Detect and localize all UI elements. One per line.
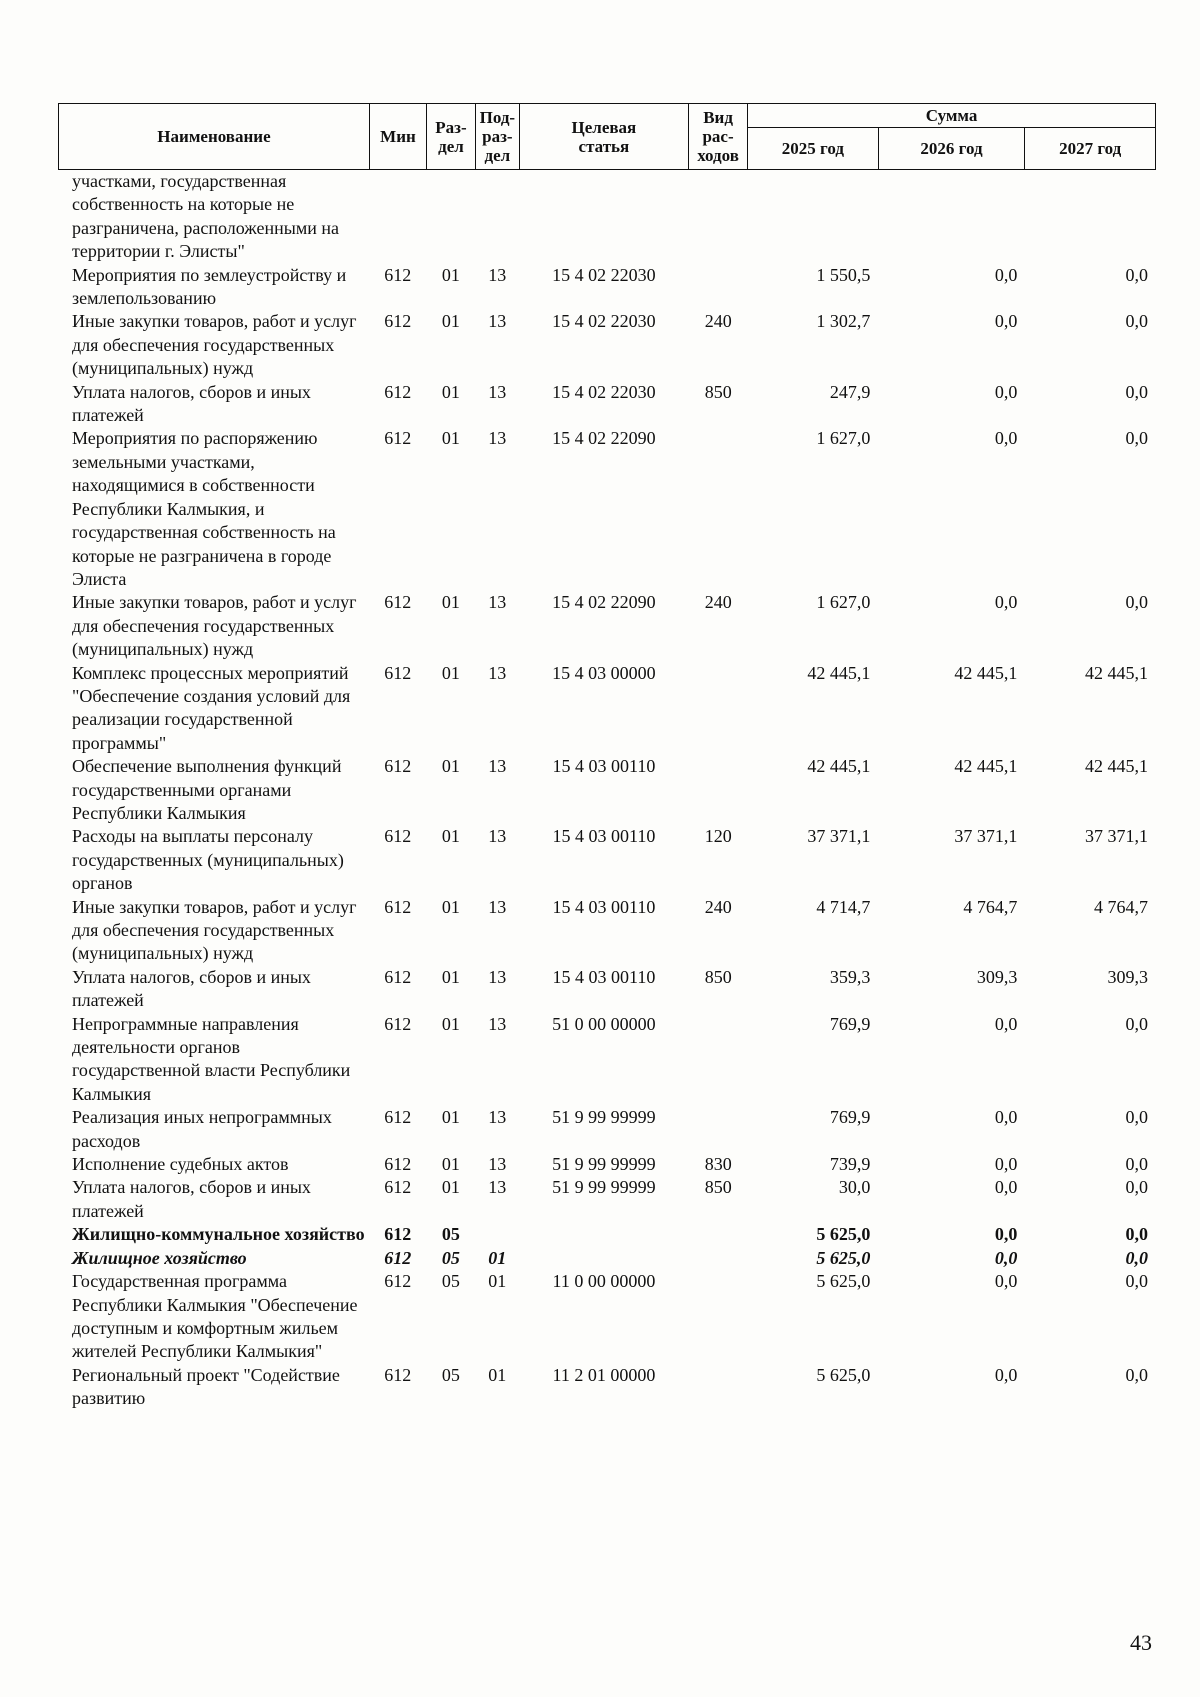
cell-pr: 13 — [488, 264, 507, 285]
budget-table — [58, 103, 1156, 1411]
table-row — [58, 1223, 1156, 1246]
cell-y2027: 0,0 — [1125, 1364, 1148, 1385]
cell-pr: 13 — [488, 756, 507, 777]
cell-cs: 11 0 00 00000 — [552, 1271, 656, 1292]
cell-cs: 51 0 00 00000 — [552, 1013, 656, 1034]
cell-y2025: 769,9 — [829, 1013, 871, 1034]
cell-y2025: 37 371,1 — [807, 826, 871, 847]
table-row — [58, 1106, 1156, 1153]
cell-pr: 13 — [488, 896, 507, 917]
cell-y2025: 739,9 — [829, 1154, 871, 1175]
header-summa: Сумма — [748, 104, 1156, 128]
table-row — [58, 310, 1156, 380]
cell-cs: 51 9 99 99999 — [552, 1177, 656, 1198]
cell-rz: 05 — [441, 1247, 460, 1268]
cell-pr: 01 — [488, 1247, 507, 1268]
cell-y2027: 0,0 — [1125, 428, 1148, 449]
cell-pr: 13 — [488, 381, 507, 402]
table-row — [58, 264, 1156, 311]
cell-y2025: 4 714,7 — [816, 896, 871, 917]
cell-y2025: 42 445,1 — [807, 662, 871, 683]
cell-cs: 15 4 02 22030 — [552, 311, 656, 332]
cell-rz: 01 — [441, 966, 460, 987]
cell-vid — [689, 755, 748, 825]
cell-y2026: 0,0 — [994, 1364, 1018, 1385]
cell-min: 612 — [384, 1271, 412, 1292]
cell-rz: 01 — [441, 428, 460, 449]
cell-y2026: 0,0 — [994, 592, 1018, 613]
cell-name: Обеспечение выполнения функций государственными органами Республики Калмыкия — [72, 756, 342, 823]
cell-y2027: 0,0 — [1125, 592, 1148, 613]
header-vid-rashodov: Вид рас- ходов — [689, 104, 748, 170]
cell-y2027: 0,0 — [1125, 264, 1148, 285]
cell-vid — [689, 170, 748, 264]
cell-min: 612 — [384, 1107, 412, 1128]
cell-name: Уплата налогов, сборов и иных платежей — [72, 381, 311, 426]
table-row — [58, 1364, 1156, 1411]
table-row — [58, 1270, 1156, 1364]
cell-y2026: 42 445,1 — [954, 662, 1018, 683]
cell-y2026: 4 764,7 — [963, 896, 1018, 917]
cell-min: 612 — [384, 662, 412, 683]
cell-vid: 240 — [704, 592, 732, 613]
cell-y2025: 42 445,1 — [807, 756, 871, 777]
cell-rz: 01 — [441, 1107, 460, 1128]
cell-name: участками, государственная собственность на которые не разграничена, расположенными на территории г. Элисты" — [72, 171, 340, 262]
table-row — [58, 1247, 1156, 1270]
cell-y2025: 359,3 — [829, 966, 871, 987]
cell-min: 612 — [384, 1247, 412, 1268]
cell-y2025: 5 625,0 — [816, 1247, 871, 1268]
cell-cs: 15 4 02 22090 — [552, 592, 656, 613]
cell-name: Жилищно-коммунальное хозяйство — [72, 1224, 365, 1245]
table-row — [58, 381, 1156, 428]
cell-rz: 01 — [441, 1154, 460, 1175]
cell-pr — [475, 170, 519, 264]
cell-min: 612 — [384, 1177, 412, 1198]
cell-name: Комплекс процессных мероприятий "Обеспечение создания условий для реализации государственной программы" — [72, 662, 351, 753]
cell-y2027: 0,0 — [1125, 1247, 1148, 1268]
table-row — [58, 825, 1156, 895]
cell-y2027: 0,0 — [1125, 1154, 1148, 1175]
header-year-2026: 2026 год — [878, 128, 1025, 170]
cell-pr: 13 — [488, 1154, 507, 1175]
cell-rz: 05 — [441, 1224, 460, 1245]
cell-vid: 850 — [704, 381, 732, 402]
table-body — [58, 170, 1156, 1411]
cell-min: 612 — [384, 428, 412, 449]
cell-y2027: 0,0 — [1125, 1271, 1148, 1292]
cell-y2026: 0,0 — [994, 1271, 1018, 1292]
cell-y2026: 0,0 — [994, 1013, 1018, 1034]
cell-y2026 — [878, 170, 1025, 264]
cell-vid — [689, 662, 748, 756]
cell-cs: 15 4 02 22030 — [552, 264, 656, 285]
cell-vid: 120 — [704, 826, 732, 847]
cell-min: 612 — [384, 756, 412, 777]
cell-rz: 01 — [441, 1013, 460, 1034]
cell-rz: 01 — [441, 1177, 460, 1198]
header-year-2025: 2025 год — [748, 128, 878, 170]
cell-vid: 830 — [704, 1154, 732, 1175]
cell-cs: 15 4 03 00110 — [552, 826, 656, 847]
table-row — [58, 1176, 1156, 1223]
cell-y2026: 0,0 — [994, 1177, 1018, 1198]
cell-y2026: 0,0 — [994, 1107, 1018, 1128]
header-razdel: Раз- дел — [427, 104, 476, 170]
cell-vid — [689, 1223, 748, 1246]
cell-y2025: 5 625,0 — [816, 1364, 871, 1385]
cell-y2026: 0,0 — [994, 264, 1018, 285]
cell-y2026: 37 371,1 — [954, 826, 1018, 847]
cell-name: Уплата налогов, сборов и иных платежей — [72, 1177, 311, 1221]
cell-min: 612 — [384, 381, 412, 402]
cell-rz: 01 — [441, 662, 460, 683]
cell-pr — [475, 1223, 519, 1246]
cell-rz — [426, 170, 475, 264]
cell-y2026: 0,0 — [994, 381, 1018, 402]
cell-min: 612 — [384, 1224, 412, 1245]
cell-vid — [689, 1364, 748, 1411]
cell-name: Жилищное хозяйство — [72, 1247, 247, 1268]
cell-y2025: 247,9 — [829, 381, 871, 402]
cell-cs: 11 2 01 00000 — [552, 1364, 656, 1385]
cell-vid — [689, 264, 748, 311]
cell-y2026: 0,0 — [994, 1247, 1018, 1268]
cell-y2027: 309,3 — [1107, 966, 1148, 987]
cell-y2026: 0,0 — [994, 1154, 1018, 1175]
cell-y2026: 0,0 — [994, 311, 1018, 332]
header-name: Наименование — [59, 104, 370, 170]
cell-y2025: 5 625,0 — [816, 1224, 871, 1245]
table-row — [58, 662, 1156, 756]
cell-name: Непрограммные направления деятельности органов государственной власти Республики Калмыкия — [72, 1013, 351, 1104]
cell-name: Иные закупки товаров, работ и услуг для обеспечения государственных (муниципальных) нужд — [72, 311, 357, 379]
cell-name: Иные закупки товаров, работ и услуг для обеспечения государственных (муниципальных) нужд — [72, 896, 357, 964]
header-podrazdel: Под- раз- дел — [475, 104, 519, 170]
cell-pr: 13 — [488, 592, 507, 613]
cell-y2025: 30,0 — [838, 1177, 871, 1198]
cell-vid — [689, 1270, 748, 1364]
cell-vid: 240 — [704, 311, 732, 332]
page-number: 43 — [1130, 1630, 1152, 1655]
cell-y2026: 42 445,1 — [954, 756, 1018, 777]
cell-name: Региональный проект "Содействие развитию — [72, 1364, 340, 1409]
cell-pr: 13 — [488, 1177, 507, 1198]
cell-pr: 13 — [488, 662, 507, 683]
header-min: Мин — [369, 104, 426, 170]
cell-cs: 15 4 03 00110 — [552, 896, 656, 917]
cell-vid — [689, 1106, 748, 1153]
cell-cs: 15 4 03 00110 — [552, 966, 656, 987]
cell-min: 612 — [384, 966, 412, 987]
cell-y2027: 42 445,1 — [1085, 662, 1148, 683]
cell-y2026: 0,0 — [994, 428, 1018, 449]
table-row — [58, 755, 1156, 825]
cell-y2027: 42 445,1 — [1085, 756, 1148, 777]
cell-y2027 — [1025, 170, 1156, 264]
cell-y2026: 0,0 — [994, 1224, 1018, 1245]
cell-y2025: 1 302,7 — [816, 311, 871, 332]
cell-y2027: 4 764,7 — [1094, 896, 1148, 917]
cell-pr: 13 — [488, 1013, 507, 1034]
table-row — [58, 1153, 1156, 1176]
cell-rz: 01 — [441, 264, 460, 285]
cell-rz: 01 — [441, 381, 460, 402]
cell-rz: 05 — [441, 1364, 460, 1385]
cell-pr: 13 — [488, 1107, 507, 1128]
cell-min: 612 — [384, 1154, 412, 1175]
cell-pr: 01 — [488, 1271, 507, 1292]
cell-min: 612 — [384, 592, 412, 613]
cell-min: 612 — [384, 311, 412, 332]
cell-cs: 15 4 02 22030 — [552, 381, 656, 402]
cell-name: Мероприятия по землеустройству и землепользованию — [72, 264, 347, 309]
cell-name: Иные закупки товаров, работ и услуг для обеспечения государственных (муниципальных) нужд — [72, 592, 357, 660]
header-year-2027: 2027 год — [1025, 128, 1156, 170]
cell-min: 612 — [384, 1013, 412, 1034]
table-row — [58, 170, 1156, 264]
cell-y2027: 0,0 — [1125, 311, 1148, 332]
cell-y2025: 1 627,0 — [816, 428, 871, 449]
header-celevaya-statya: Целевая статья — [519, 104, 688, 170]
cell-y2027: 0,0 — [1125, 381, 1148, 402]
table-row — [58, 591, 1156, 661]
cell-y2025: 5 625,0 — [816, 1271, 871, 1292]
cell-min: 612 — [384, 826, 412, 847]
cell-min: 612 — [384, 264, 412, 285]
cell-pr: 13 — [488, 966, 507, 987]
cell-cs: 15 4 02 22090 — [552, 428, 656, 449]
cell-vid: 850 — [704, 966, 732, 987]
cell-y2027: 0,0 — [1125, 1177, 1148, 1198]
cell-vid — [689, 1013, 748, 1107]
cell-rz: 01 — [441, 826, 460, 847]
cell-vid: 240 — [704, 896, 732, 917]
table-row — [58, 966, 1156, 1013]
cell-pr: 13 — [488, 311, 507, 332]
table-row — [58, 1013, 1156, 1107]
cell-y2027: 0,0 — [1125, 1224, 1148, 1245]
cell-name: Исполнение судебных актов — [72, 1154, 289, 1175]
cell-rz: 01 — [441, 896, 460, 917]
cell-rz: 05 — [441, 1271, 460, 1292]
cell-cs: 51 9 99 99999 — [552, 1107, 656, 1128]
cell-cs — [519, 1223, 688, 1246]
cell-cs: 51 9 99 99999 — [552, 1154, 656, 1175]
cell-cs: 15 4 03 00000 — [552, 662, 656, 683]
cell-y2027: 0,0 — [1125, 1013, 1148, 1034]
cell-name: Мероприятия по распоряжению земельными участками, находящимися в собственности Республики Калмыкия, и государственная собственность на которые не разграничена в городе Элиста — [72, 428, 336, 589]
cell-y2027: 0,0 — [1125, 1107, 1148, 1128]
table-row — [58, 896, 1156, 966]
cell-pr: 13 — [488, 826, 507, 847]
cell-cs — [519, 170, 688, 264]
cell-vid — [689, 427, 748, 591]
cell-name: Государственная программа Республики Калмыкия "Обеспечение доступным и комфортным жильем жителей Республики Калмыкия" — [72, 1271, 358, 1362]
cell-y2025 — [748, 170, 879, 264]
cell-vid — [689, 1247, 748, 1270]
cell-vid: 850 — [704, 1177, 732, 1198]
cell-pr: 01 — [488, 1364, 507, 1385]
cell-name: Расходы на выплаты персоналу государственных (муниципальных) органов — [72, 826, 344, 894]
table-row — [58, 427, 1156, 591]
cell-pr: 13 — [488, 428, 507, 449]
cell-y2025: 1 627,0 — [816, 592, 871, 613]
cell-rz: 01 — [441, 592, 460, 613]
cell-cs: 15 4 03 00110 — [552, 756, 656, 777]
cell-y2026: 309,3 — [976, 966, 1018, 987]
cell-y2025: 769,9 — [829, 1107, 871, 1128]
cell-y2027: 37 371,1 — [1085, 826, 1148, 847]
cell-rz: 01 — [441, 311, 460, 332]
cell-y2025: 1 550,5 — [816, 264, 871, 285]
cell-min — [369, 170, 426, 264]
cell-rz: 01 — [441, 756, 460, 777]
cell-name: Реализация иных непрограммных расходов — [72, 1107, 332, 1151]
cell-cs — [519, 1247, 688, 1270]
cell-name: Уплата налогов, сборов и иных платежей — [72, 966, 311, 1011]
cell-min: 612 — [384, 896, 412, 917]
cell-min: 612 — [384, 1364, 412, 1385]
table-header — [58, 103, 1156, 170]
